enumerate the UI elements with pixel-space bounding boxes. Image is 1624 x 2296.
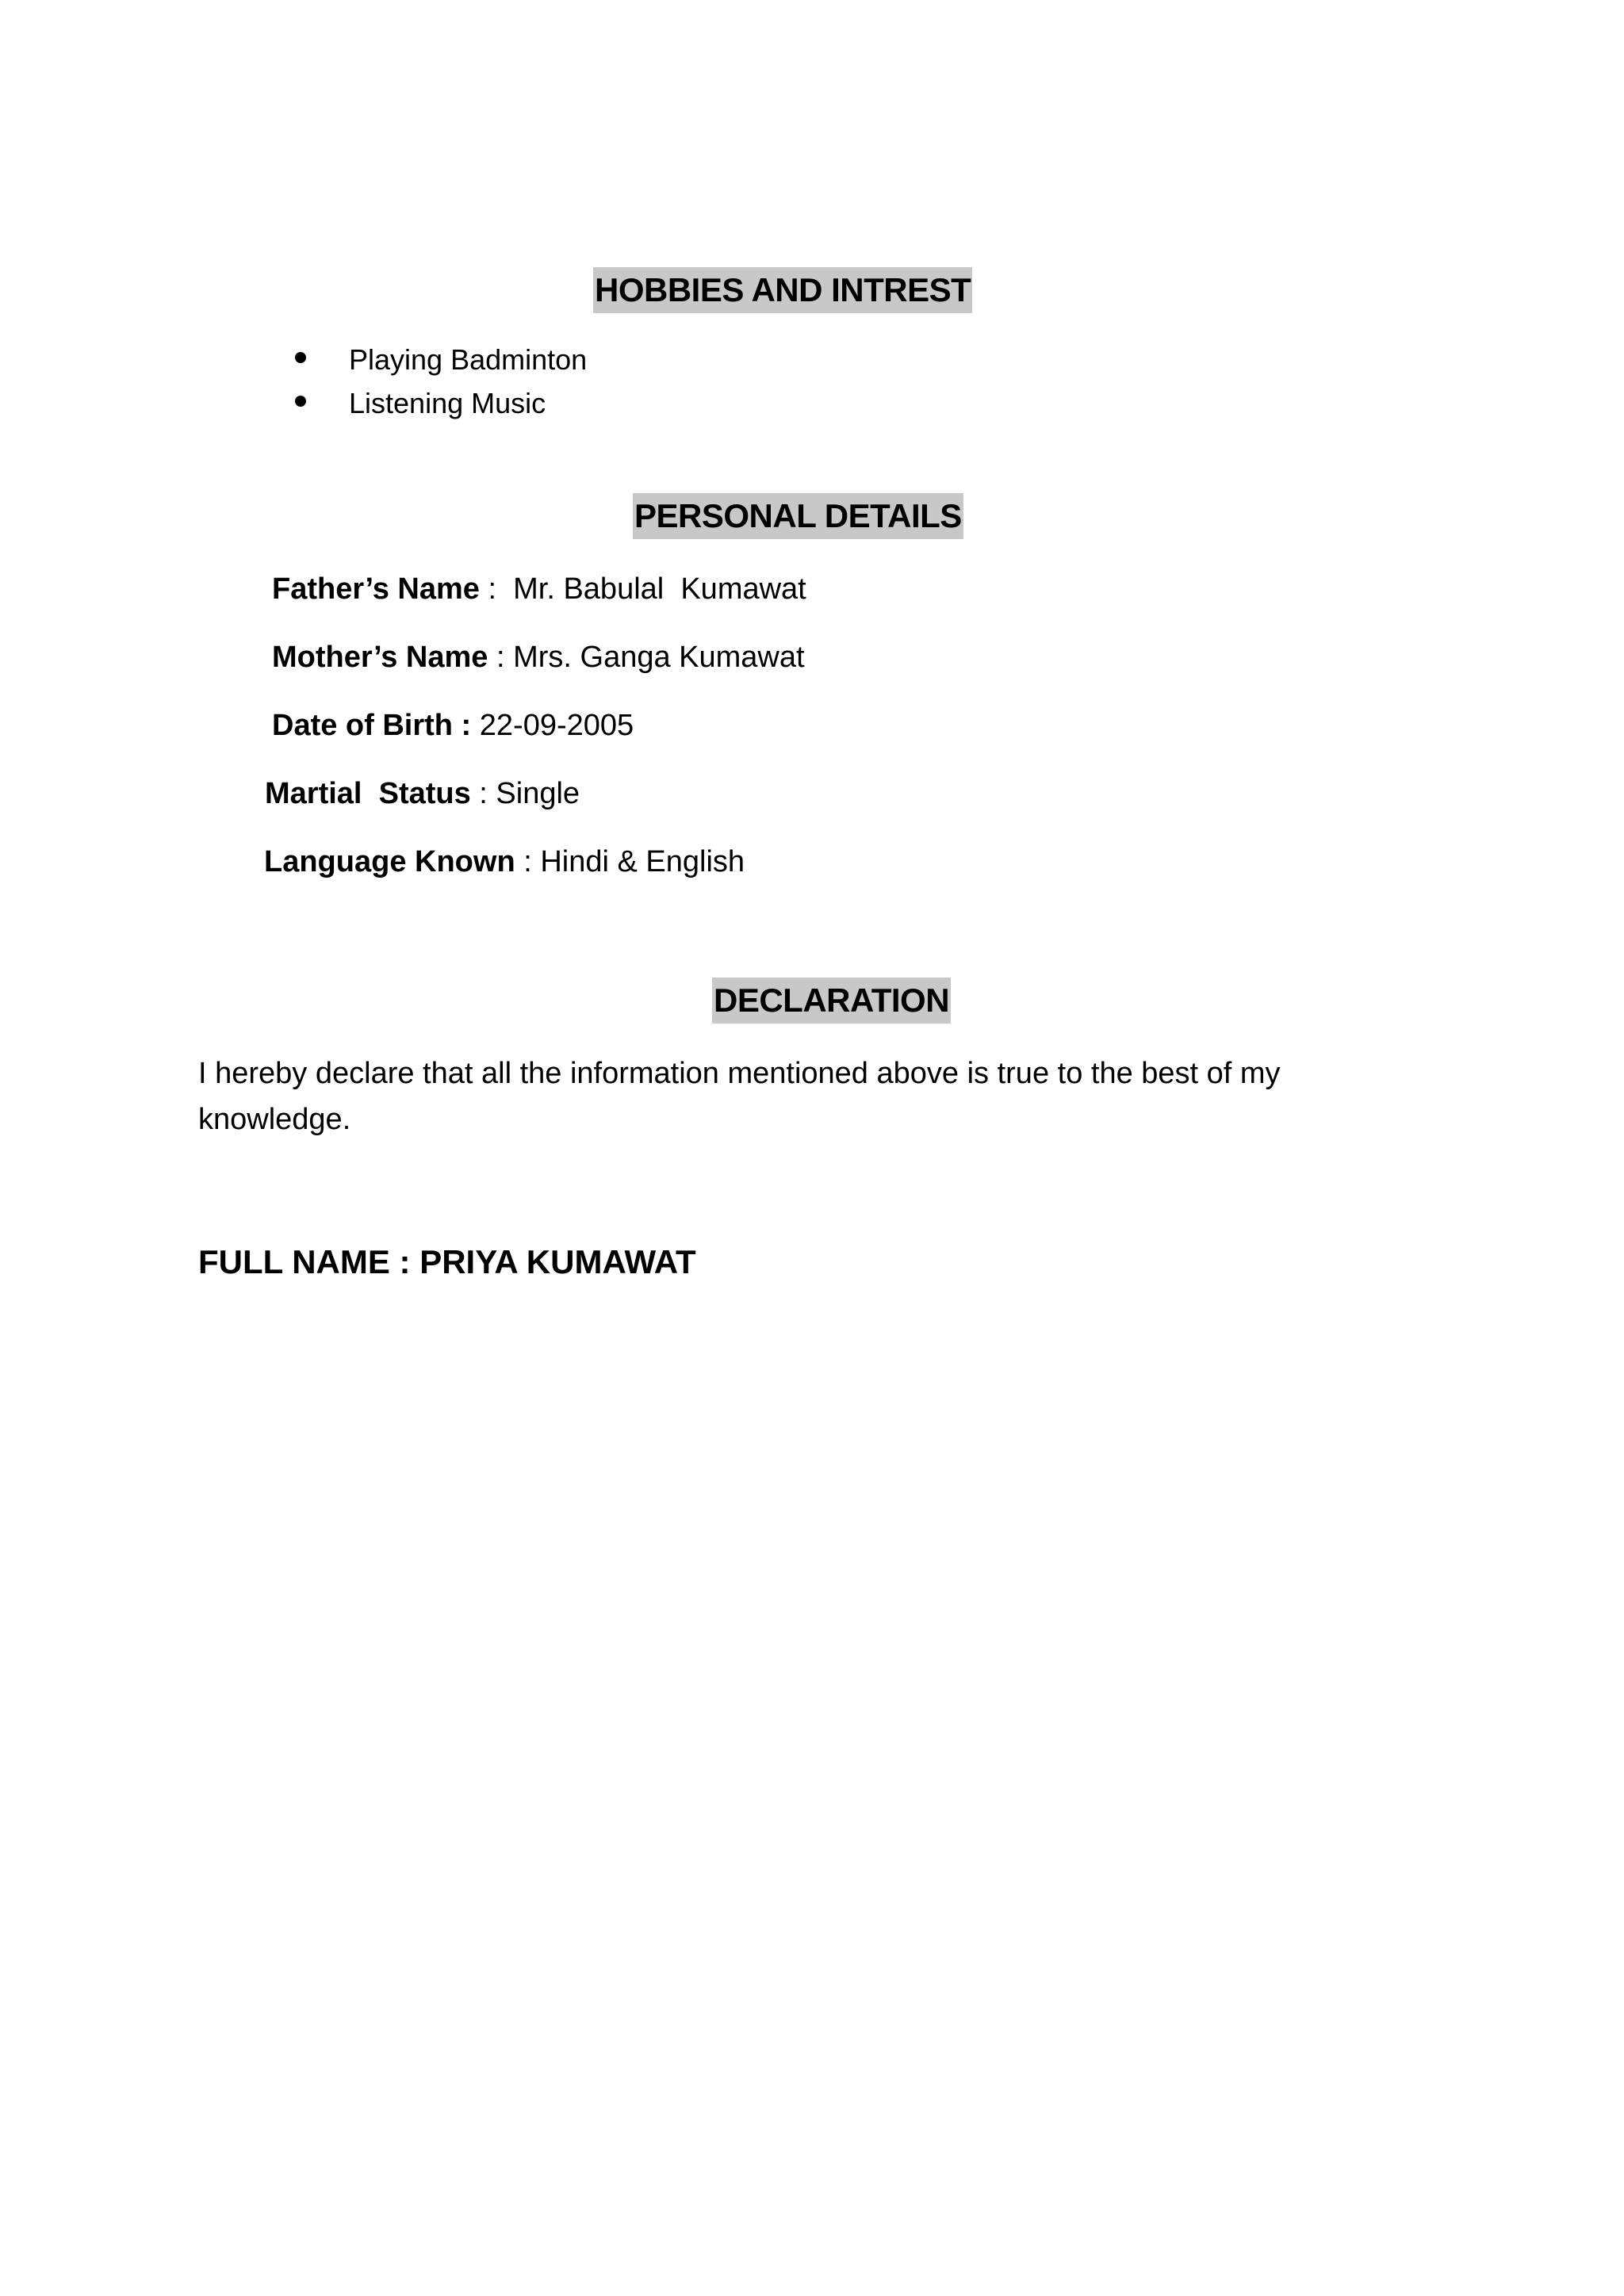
hobbies-list (295, 338, 587, 425)
hobbies-heading: HOBBIES AND INTREST (593, 267, 972, 313)
declaration-text: I hereby declare that all the information mentioned above is true to the best of my knowledge. (198, 1057, 1281, 1136)
language-known-label: Language Known (264, 845, 515, 878)
bullet-icon (295, 396, 306, 407)
separator: : (470, 777, 496, 810)
list-item (295, 338, 587, 381)
separator: : (479, 572, 514, 606)
declaration-heading: DECLARATION (712, 978, 951, 1024)
fathers-name-row (272, 567, 806, 611)
date-of-birth-row (272, 703, 634, 748)
marital-status-row (265, 771, 580, 816)
separator (471, 709, 480, 742)
date-of-birth-label: Date of Birth : (272, 709, 472, 742)
bullet-icon (295, 352, 306, 363)
personal-details-heading: PERSONAL DETAILS (633, 493, 963, 539)
separator: : (515, 845, 541, 878)
hobby-text: Playing Badminton (349, 343, 588, 376)
mothers-name-value: Mrs. Ganga Kumawat (513, 641, 805, 674)
marital-status-value: Single (496, 777, 580, 810)
date-of-birth-value: 22-09-2005 (479, 709, 634, 742)
mothers-name-label: Mother’s Name (272, 641, 488, 674)
separator: : (488, 641, 514, 674)
fathers-name-label: Father’s Name (272, 572, 480, 606)
language-known-row (264, 840, 745, 884)
marital-status-label: Martial Status (265, 777, 471, 810)
hobby-text: Listening Music (349, 387, 546, 419)
full-name: FULL NAME : PRIYA KUMAWAT (198, 1243, 696, 1280)
list-item (295, 381, 587, 425)
mothers-name-row (272, 635, 805, 679)
language-known-value: Hindi & English (540, 845, 745, 878)
fathers-name-value: Mr. Babulal Kumawat (513, 572, 806, 606)
